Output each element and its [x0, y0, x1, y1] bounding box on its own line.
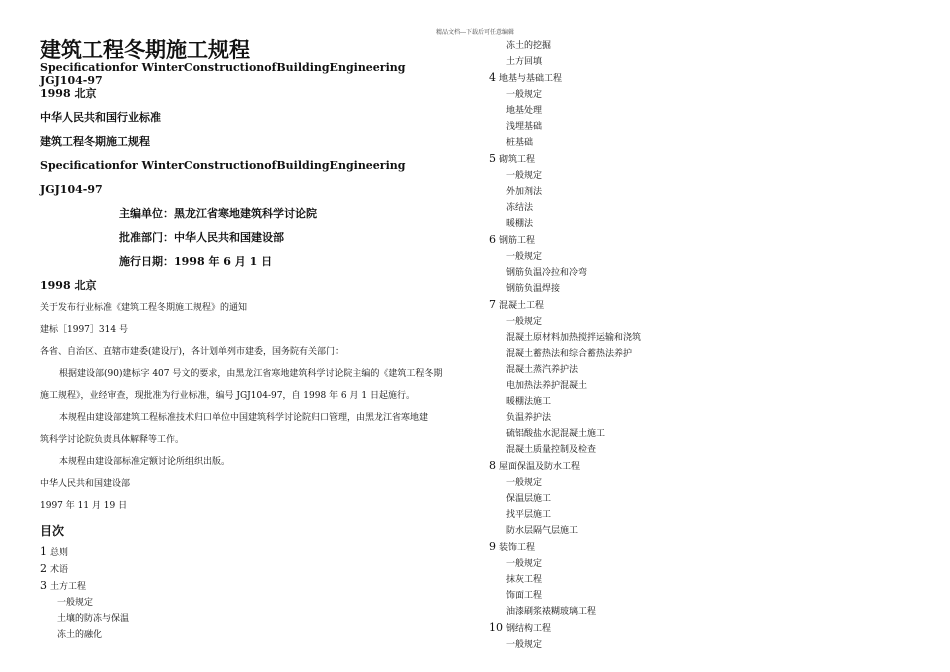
toc-chapter: [489, 151, 909, 168]
toc-item-text: 装饰工程: [499, 543, 536, 553]
toc-item-text: 地基处理: [506, 106, 543, 116]
toc-subitem: [489, 491, 909, 507]
toc-chapter-number: 2: [40, 562, 47, 575]
title-repeat: 建筑工程冬期施工规程: [40, 135, 150, 148]
toc-item-text: 一般规定: [57, 598, 94, 608]
toc-subitem: [489, 475, 909, 491]
toc-item-text: 土方回填: [506, 57, 543, 67]
toc-subitem: [489, 523, 909, 539]
year-place: 1998 北京: [40, 87, 97, 100]
toc-subitem: [489, 314, 909, 330]
english-title: Specificationfor WinterConstructionofBuildingEngineering: [40, 61, 406, 74]
toc-item-text: 暖棚法施工: [506, 397, 552, 407]
toc-item-text: 土壤的防冻与保温: [57, 614, 130, 624]
toc-subitem: [489, 637, 909, 653]
toc-item-text: 屋面保温及防水工程: [499, 462, 581, 472]
toc-subitem: [489, 572, 909, 588]
toc-subitem: [489, 556, 909, 572]
toc-subitem: [489, 362, 909, 378]
toc-chapter-number: 9: [489, 540, 496, 553]
toc-chapter-number: 10: [489, 621, 503, 634]
toc-item-text: 混凝土原材料加热搅拌运输和浇筑: [506, 333, 642, 343]
toc-subitem: [489, 346, 909, 362]
toc-item-text: 一般规定: [506, 252, 543, 262]
toc-subitem: [489, 200, 909, 216]
toc-subitem: [489, 184, 909, 200]
toc-subitem: [489, 410, 909, 426]
toc-chapter-number: 7: [489, 298, 496, 311]
toc-subitem: [489, 281, 909, 297]
toc-list-left: [40, 544, 470, 643]
toc-item-text: 混凝土工程: [499, 301, 545, 311]
toc-subitem: [489, 378, 909, 394]
toc-subitem: [489, 38, 909, 54]
toc-subitem: [489, 249, 909, 265]
standard-type: 中华人民共和国行业标准: [40, 111, 161, 124]
toc-chapter: [40, 561, 470, 578]
toc-item-text: 一般规定: [506, 559, 543, 569]
standard-code: JGJ104-97: [40, 74, 103, 87]
left-column: [40, 38, 470, 643]
toc-item-text: 混凝土蒸汽养护法: [506, 365, 579, 375]
watermark-text: 精品文档---下载后可任意编辑: [435, 29, 515, 36]
toc-item-text: 一般规定: [506, 478, 543, 488]
toc-chapter-number: 5: [489, 152, 496, 165]
notice-issuer: 中华人民共和国建设部: [40, 479, 131, 489]
notice-addressees: 各省、自治区、直辖市建委(建设厅)，各计划单列市建委，国务院有关部门：: [40, 347, 345, 357]
toc-chapter-number: 1: [40, 545, 47, 558]
toc-item-text: 暖棚法: [506, 219, 534, 229]
toc-item-text: 冻土的融化: [57, 630, 103, 640]
toc-item-text: 钢结构工程: [506, 624, 552, 634]
toc-subitem: [489, 103, 909, 119]
standard-code-repeat: JGJ104-97: [40, 183, 103, 196]
toc-item-text: 一般规定: [506, 90, 543, 100]
toc-chapter: [489, 232, 909, 249]
notice-paragraph-3: 本规程由建设部标准定额讨论所组织出版。: [59, 457, 231, 467]
toc-item-text: 负温养护法: [506, 413, 552, 423]
toc-subitem: [489, 442, 909, 458]
toc-subitem: [489, 135, 909, 151]
notice-paragraph-1b: 施工规程》，业经审查，现批准为行业标准，编号 JGJ104-97，自 1998 年 6 月 1 日起施行。: [40, 391, 415, 401]
notice-paragraph-2a: 本规程由建设部建筑工程标准技术归口单位中国建筑科学讨论院归口管理，由黑龙江省寒地建: [59, 413, 429, 423]
toc-chapter: [489, 70, 909, 87]
notice-title: 关于发布行业标准《建筑工程冬期施工规程》的通知: [40, 303, 248, 313]
toc-item-text: 油漆刷浆裱糊玻璃工程: [506, 607, 597, 617]
toc-chapter: [40, 578, 470, 595]
toc-item-text: 砌筑工程: [499, 155, 536, 165]
toc-item-text: 抹灰工程: [506, 575, 543, 585]
toc-item-text: 电加热法养护混凝土: [506, 381, 588, 391]
toc-subitem: [489, 394, 909, 410]
toc-item-text: 地基与基础工程: [499, 74, 563, 84]
toc-subitem: [489, 54, 909, 70]
toc-item-text: 防水层隔气层施工: [506, 526, 579, 536]
editor-unit: 主编单位：黑龙江省寒地建筑科学讨论院: [119, 207, 317, 220]
english-title-repeat: Specificationfor WinterConstructionofBuildingEngineering: [40, 159, 406, 172]
toc-item-text: 饰面工程: [506, 591, 543, 601]
toc-subitem: [489, 426, 909, 442]
toc-chapter-number: 6: [489, 233, 496, 246]
toc-subitem: [489, 604, 909, 620]
toc-item-text: 土方工程: [50, 582, 87, 592]
toc-item-text: 冻土的挖掘: [506, 41, 552, 51]
notice-paragraph-1a: 根据建设部(90)建标字 407 号文的要求，由黑龙江省寒地建筑科学讨论院主编的《建筑工程冬期: [59, 369, 443, 379]
toc-subitem: [40, 627, 470, 643]
toc-item-text: 术语: [50, 565, 69, 575]
toc-chapter-number: 3: [40, 579, 47, 592]
toc-chapter: [489, 458, 909, 475]
document-title: 建筑工程冬期施工规程: [40, 37, 250, 62]
notice-date: 1997 年 11 月 19 日: [40, 501, 128, 511]
toc-item-text: 找平层施工: [506, 510, 552, 520]
toc-subitem: [489, 119, 909, 135]
toc-heading: 目次: [40, 524, 65, 538]
year-place-repeat: 1998 北京: [40, 279, 97, 292]
toc-subitem: [40, 611, 470, 627]
toc-item-text: 钢筋工程: [499, 236, 536, 246]
toc-subitem: [489, 588, 909, 604]
toc-item-text: 钢筋负温冷拉和冷弯: [506, 268, 588, 278]
toc-item-text: 硫铝酸盐水泥混凝土施工: [506, 429, 606, 439]
toc-item-text: 钢筋负温焊接: [506, 284, 561, 294]
toc-subitem: [489, 330, 909, 346]
toc-item-text: 总则: [50, 548, 69, 558]
toc-chapter: [40, 544, 470, 561]
toc-item-text: 浅埋基础: [506, 122, 543, 132]
toc-chapter: [489, 539, 909, 556]
toc-chapter-number: 8: [489, 459, 496, 472]
approval-department: 批准部门：中华人民共和国建设部: [119, 231, 284, 244]
toc-item-text: 混凝土质量控制及检查: [506, 445, 597, 455]
notice-number: 建标［1997］314 号: [40, 325, 128, 335]
toc-subitem: [489, 507, 909, 523]
toc-list-right: [489, 38, 909, 653]
toc-item-text: 桩基础: [506, 138, 534, 148]
toc-chapter: [489, 297, 909, 314]
toc-subitem: [489, 87, 909, 103]
toc-subitem: [489, 265, 909, 281]
toc-subitem: [489, 216, 909, 232]
toc-item-text: 一般规定: [506, 171, 543, 181]
toc-subitem: [40, 595, 470, 611]
toc-item-text: 混凝土蓄热法和综合蓄热法养护: [506, 349, 633, 359]
right-column: [489, 38, 909, 653]
notice-paragraph-2b: 筑科学讨论院负责具体解释等工作。: [40, 435, 185, 445]
publication-info: [119, 207, 470, 268]
toc-chapter: [489, 620, 909, 637]
toc-item-text: 保温层施工: [506, 494, 552, 504]
toc-item-text: 冻结法: [506, 203, 534, 213]
effective-date: 施行日期：1998 年 6 月 1 日: [119, 255, 273, 268]
toc-item-text: 一般规定: [506, 317, 543, 327]
toc-chapter-number: 4: [489, 71, 496, 84]
toc-subitem: [489, 168, 909, 184]
toc-item-text: 外加剂法: [506, 187, 543, 197]
toc-item-text: 一般规定: [506, 640, 543, 650]
